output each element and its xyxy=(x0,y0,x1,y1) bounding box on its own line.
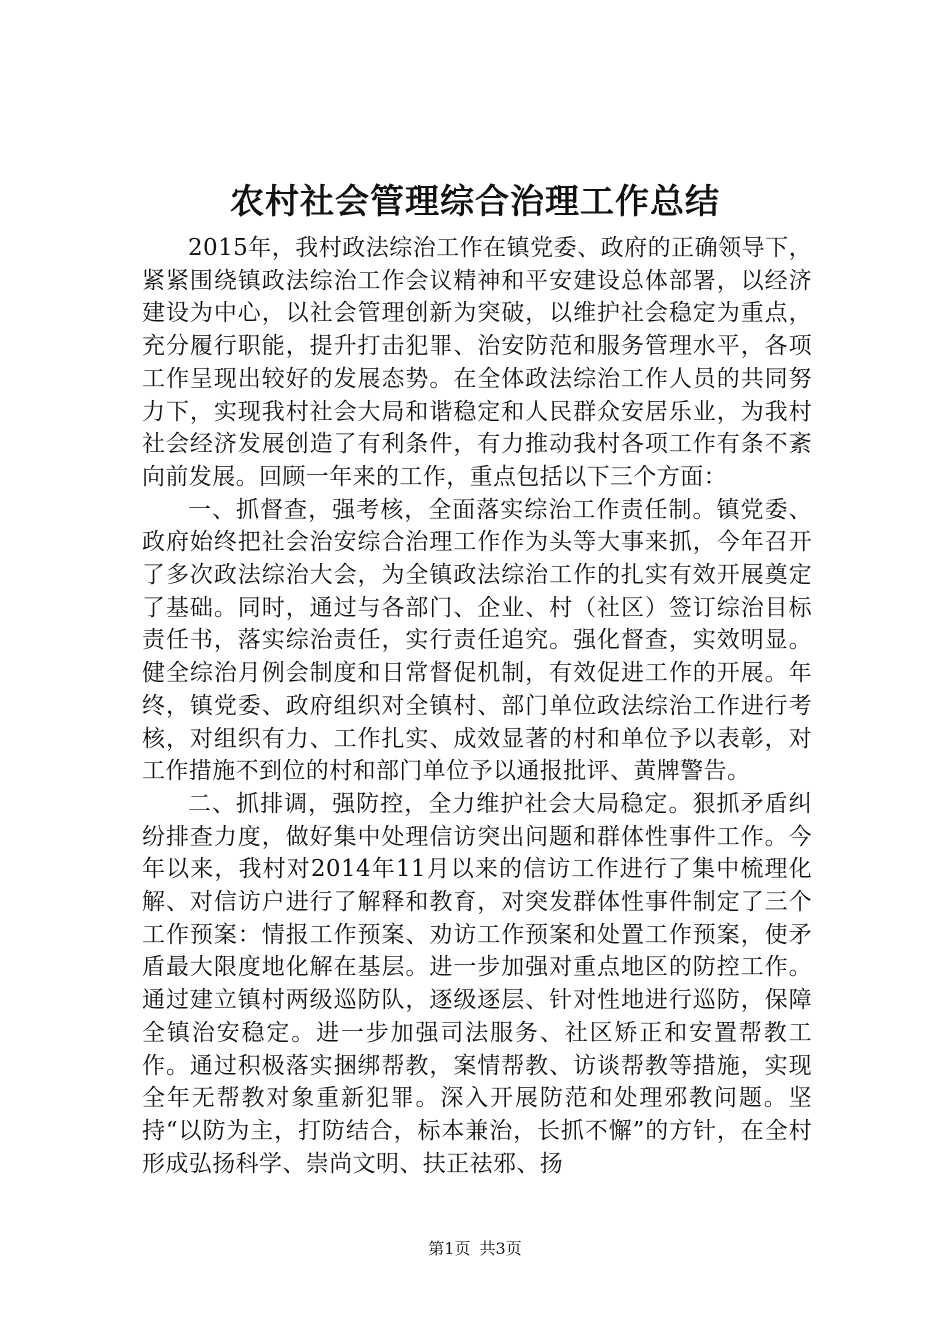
page-number-total: 共3页 xyxy=(479,1239,522,1258)
document-body xyxy=(142,232,812,1180)
page-number-current: 第1页 xyxy=(428,1239,471,1258)
paragraph-section-one: 一、抓督查，强考核，全面落实综治工作责任制。镇党委、政府始终把社会治安综合治理工作作为头等大事来抓，今年召开了多次政法综治大会，为全镇政法综治工作的扎实有效开展奠定了基础。同时，通过与各部门、企业、村（社区）签订综治目标责任书，落实综治责任，实行责任追究。强化督查，实效明显。健全综治月例会制度和日常督促机制，有效促进工作的开展。年终，镇党委、政府组织对全镇村、部门单位政法综治工作进行考核，对组织有力、工作扎实、成效显著的村和单位予以表彰，对工作措施不到位的村和部门单位予以通报批评、黄牌警告。 xyxy=(142,496,812,785)
page-footer xyxy=(0,1238,950,1260)
paragraph-section-two: 二、抓排调，强防控，全力维护社会大局稳定。狠抓矛盾纠纷排查力度，做好集中处理信访突出问题和群体性事件工作。今年以来，我村对2014年11月以来的信访工作进行了集中梳理化解、对信访户进行了解释和教育，对突发群体性事件制定了三个工作预案：情报工作预案、劝访工作预案和处置工作预案，使矛盾最大限度地化解在基层。进一步加强对重点地区的防控工作。通过建立镇村两级巡防队，逐级逐层、针对性地进行巡防，保障全镇治安稳定。进一步加强司法服务、社区矫正和安置帮教工作。通过积极落实捆绑帮教，案情帮教、访谈帮教等措施，实现全年无帮教对象重新犯罪。深入开展防范和处理邪教问题。坚持“以防为主，打防结合，标本兼治，长抓不懈”的方针，在全村形成弘扬科学、崇尚文明、扶正祛邪、扬 xyxy=(142,790,812,1177)
document-title: 农村社会管理综合治理工作总结 xyxy=(230,182,720,222)
paragraph-intro: 2015年，我村政法综治工作在镇党委、政府的正确领导下，紧紧围绕镇政法综治工作会议精神和平安建设总体部署，以经济建设为中心，以社会管理创新为突破，以维护社会稳定为重点，充分履行职能，提升打击犯罪、治安防范和服务管理水平，各项工作呈现出较好的发展态势。在全体政法综治工作人员的共同努力下，实现我村社会大局和谐稳定和人民群众安居乐业，为我村社会经济发展创造了有利条件，有力推动我村各项工作有条不紊向前发展。回顾一年来的工作，重点包括以下三个方面： xyxy=(142,235,812,490)
